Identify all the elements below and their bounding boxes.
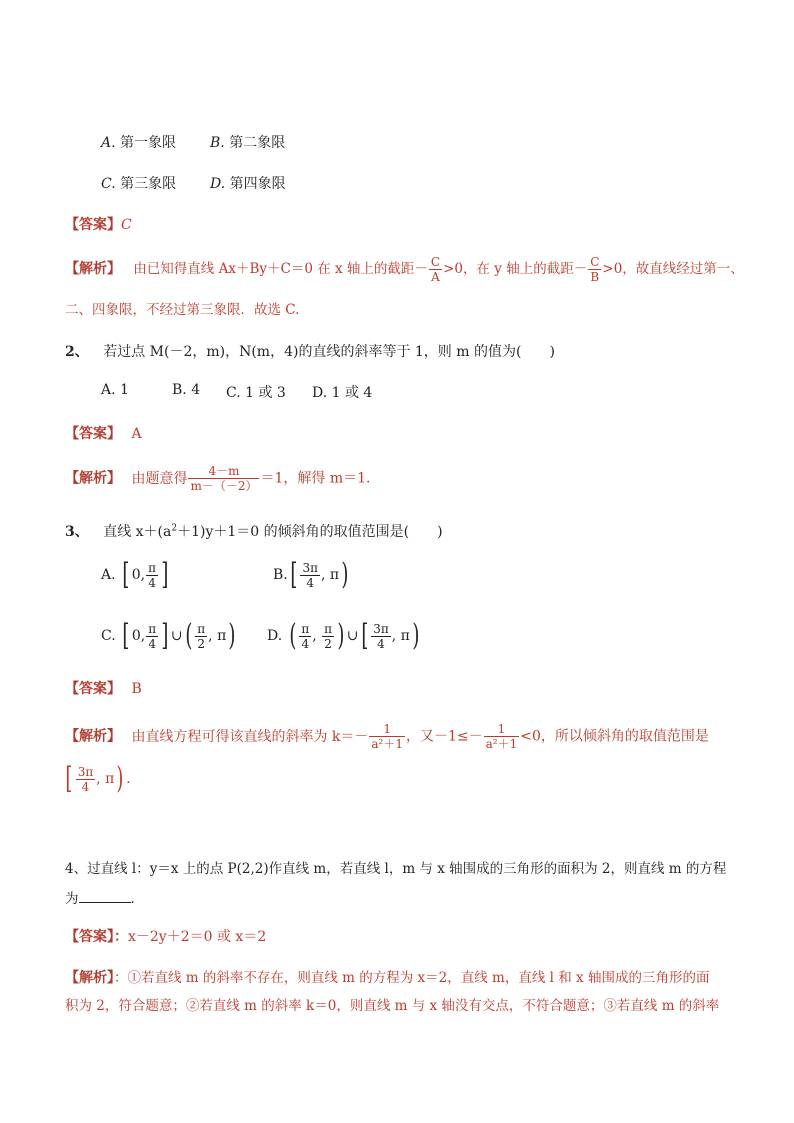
q4-analysis-line2: 积为 2，符合题意；②若直线 m 的斜率 k＝0，则直线 m 与 x 轴没有交点，不符合题意；③若直线 m 的斜率 xyxy=(65,998,720,1014)
q2-option-d: D. 1 或 4 xyxy=(312,385,373,401)
q3-option-d: D. ( $\frac{\pi}{4}$ , $\frac{\pi}{2}$ ) ∪[ $\frac{3\pi}{4}$ , π) xyxy=(267,618,420,653)
right-square-bracket: ] xyxy=(161,557,169,592)
q1-option-d: D. 第四象限 xyxy=(210,176,286,192)
q1-frac-c-b: $\frac{C}{B}$ xyxy=(590,255,600,284)
q1-option-c: C. 第三象限 xyxy=(101,176,177,192)
q4-stem-line1: 4、过直线 l：y＝x 上的点 P(2,2)作直线 m，若直线 l，m 与 x 轴围成的三角形的面积为 2，则直线 m 的方程 xyxy=(65,861,727,877)
q2-option-c: C. 1 或 3 xyxy=(226,385,286,401)
q3-stem: 3、 直线 $x+(a^2+1)y+1=0$ 的倾斜角的取值范围是( ) xyxy=(65,523,443,540)
left-square-bracket: [ xyxy=(290,557,298,592)
right-paren: ) xyxy=(341,557,349,592)
q1-analysis-line2: 二、四象限，不经过第三象限．故选 C. xyxy=(65,302,300,318)
q3-option-a: A. [ 0, $\frac{\pi}{4}$ ] xyxy=(101,557,169,592)
q2-option-a: A. 1 xyxy=(101,382,129,398)
q2-answer: 【答案】 A xyxy=(65,426,142,442)
q3-option-b: B.[ $\frac{3\pi}{4}$ , π) xyxy=(273,557,349,592)
q1-option-b: B. 第二象限 xyxy=(210,135,286,151)
q1-option-a: A. 第一象限 xyxy=(101,135,177,151)
q1-frac-c-a: $\frac{C}{A}$ xyxy=(430,255,441,284)
q3-analysis-line1: 【解析】 由直线方程可得该直线的斜率为 k＝－ $\frac{1}{\text{a²＋1}}$ ，又－1≤－ $\frac{1}{\text{a²＋1}}$ <0，所以倾斜角的取值范围是 xyxy=(65,722,709,751)
q3-option-c: C. [ 0, $\frac{\pi}{4}$ ] ∪( $\frac{\pi}{2}$ , π) xyxy=(101,618,236,653)
q1-answer: 【答案】C xyxy=(65,217,132,233)
q2-analysis: 【解析】 由题意得 $\frac{4-m}{m-(-2)}$ ＝1，解得 m＝1. xyxy=(65,464,371,493)
q4-answer: 【答案】：x－2y＋2＝0 或 x＝2 xyxy=(65,929,267,945)
answer-blank xyxy=(79,890,131,903)
q2-option-b: B. 4 xyxy=(172,382,201,398)
q4-stem-line2: 为 ． xyxy=(65,891,144,907)
q2-fraction: $\frac{4-m}{m-(-2)}$ xyxy=(190,464,258,493)
q4-analysis-line1: 【解析】：①若直线 m 的斜率不存在，则直线 m 的方程为 x＝2，直线 m，直线 l 和 x 轴围成的三角形的面 xyxy=(65,970,710,986)
q2-stem: 2、 若过点 M(－2，m)，N(m，4)的直线的斜率等于 1，则 m 的值为( ) xyxy=(65,344,555,360)
q3-answer: 【答案】 B xyxy=(65,681,142,697)
left-square-bracket: [ xyxy=(122,557,130,592)
q1-analysis-line1: 【解析】 由已知得直线 Ax＋By＋C＝0 在 x 轴上的截距－ $\frac{C}{A}$ >0，在 y 轴上的截距－ $\frac{C}{B}$ >0，故直线经过第一、 xyxy=(65,255,744,284)
q3-analysis-line2: [ $\frac{3\pi}{4}$ , π) . xyxy=(65,761,131,796)
